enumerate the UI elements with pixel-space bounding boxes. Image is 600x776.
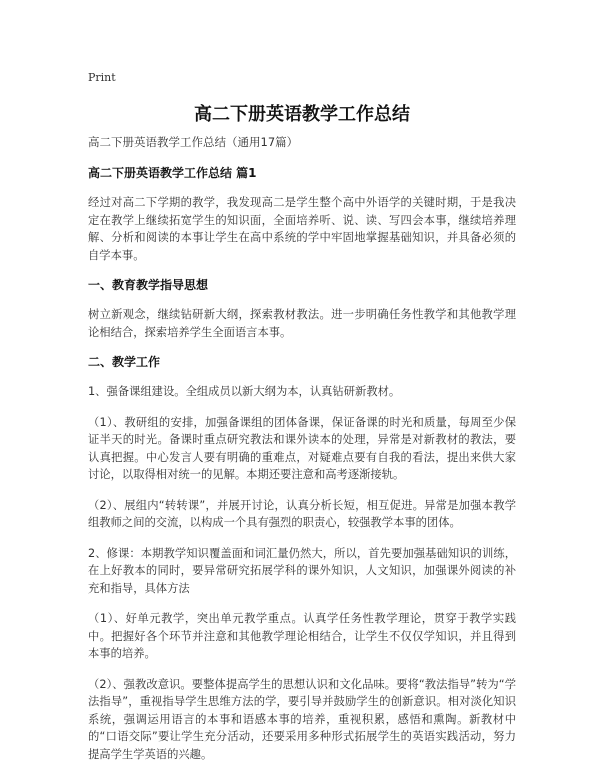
heading-teaching-work: 二、教学工作 [88, 355, 161, 369]
page-title: 高二下册英语教学工作总结 [194, 104, 410, 125]
paragraph-item-2-1: （1）、好单元教学，突出单元教学重点。认真学任务性教学理论，贯穿于教学实践中。把握好各个环节并注意和其他教学理论相结合，让学生不仅仅学知识，并且得到本事的培养。 [88, 612, 516, 660]
document-body [88, 134, 516, 776]
paragraph-item-2-2: （2）、强教改意识。要整体提高学生的思想认识和文化品味。要将“教法指导”转为“学法指导”，重视指导学生思维方法的学，要引导并鼓励学生的创新意识。相对淡化知识系统，强调运用语言的本事和语感本事的培养，重视积累，感悟和熏陶。新教材中的“口语交际”要让学生充分活动，还要采用多种形式拓展学生的英语实践活动，努力提高学生学英语的兴趣。 [88, 677, 516, 761]
paragraph-item-2: 2、修课：本期教学知识覆盖面和词汇量仍然大，所以，首先要加强基础知识的训练，在上好教本的同时，要异常研究拓展学科的课外知识，人文知识，加强课外阅读的补充和指导，具体方法 [88, 546, 516, 595]
paragraph-guiding-ideas: 树立新观念，继续钻研新大纲，探索教材教法。进一步明确任务性教学和其他教学理论相结合，探索培养学生全面语言本事。 [88, 308, 516, 339]
paragraph-intro: 经过对高二下学期的教学，我发现高二是学生整个高中外语学的关键时期，于是我决定在教学上继续拓宽学生的知识面，全面培养听、说、读、写四会本事，继续培养理解、分析和阅读的本事让学生在高中系统的学中牢固地掌握基础知识，并具备必须的自学本事。 [88, 196, 516, 262]
paragraph-item-1: 1、强备课组建设。全组成员以新大纲为本，认真钻研新教材。 [88, 385, 401, 398]
document-subtitle: 高二下册英语教学工作总结（通用17篇） [88, 135, 299, 149]
heading-guiding-ideas: 一、教育教学指导思想 [88, 278, 209, 292]
paragraph-item-1-1: （1）、教研组的安排，加强备课组的团体备课，保证备课的时光和质量，每周至少保证半天的时光。备课时重点研究教法和课外读本的处理，异常是对新教材的教法，要认真把握。中心发言人要有明确的重难点，对疑难点要有自我的看法，提出来供大家讨论，以取得相对统一的见解。本期还要注意和高考逐渐接轨。 [88, 415, 516, 481]
paragraph-item-1-2: （2）、展组内“转转课”，并展开讨论，认真分析长短，相互促进。异常是加强本教学组教师之间的交流，以构成一个具有强烈的职责心，较强教学本事的团体。 [88, 498, 516, 529]
section-heading: 高二下册英语教学工作总结 篇1 [88, 166, 257, 180]
print-label[interactable]: Print [88, 71, 116, 84]
